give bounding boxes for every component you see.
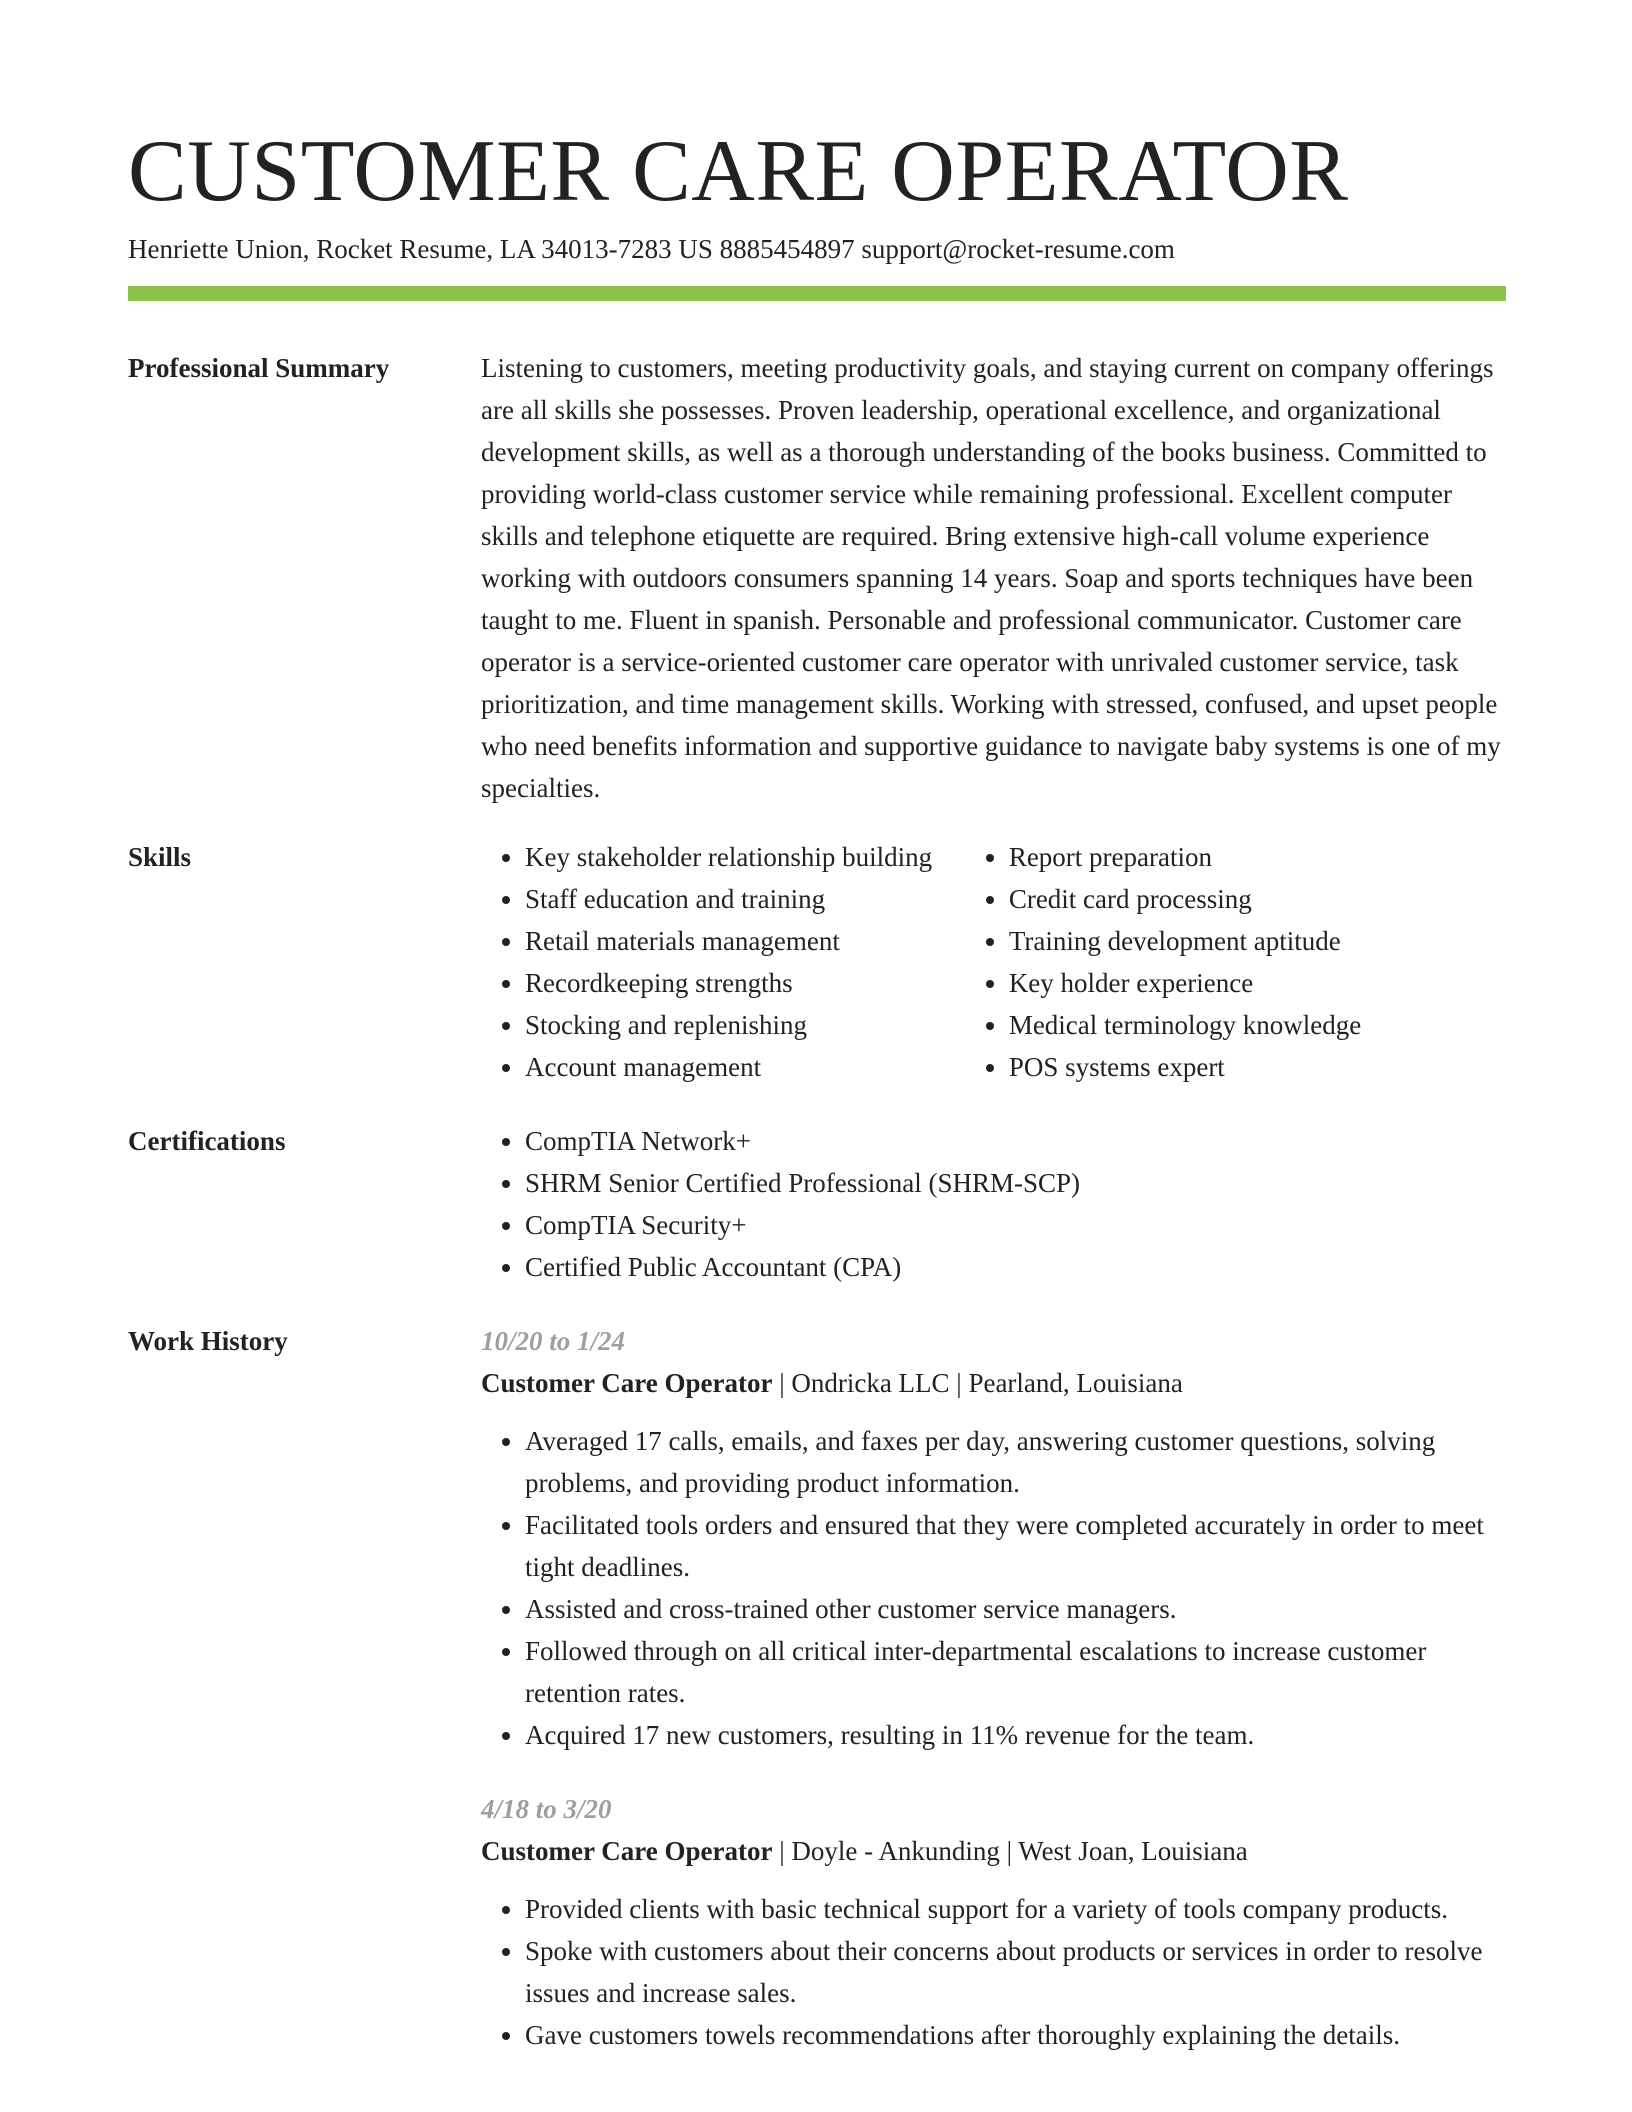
job-title: Customer Care Operator (481, 1368, 773, 1398)
job-bullet: • Spoke with customers about their concerns about products or services in order to resolve issues and increase sales. (525, 1930, 1506, 2014)
skill-item: • Recordkeeping strengths (525, 962, 965, 1004)
certification-item: • Certified Public Accountant (CPA) (525, 1246, 1506, 1288)
skills-body (481, 836, 1506, 1088)
summary-body (481, 347, 1506, 809)
job-bullet-list (481, 1888, 1506, 2056)
skill-item: • Training development aptitude (1009, 920, 1506, 962)
job-entry (481, 1320, 1506, 1756)
job-bullet: • Followed through on all critical inter-departmental escalations to increase customer retention rates. (525, 1630, 1506, 1714)
skill-item: • Key holder experience (1009, 962, 1506, 1004)
job-bullet: • Acquired 17 new customers, resulting in 11% revenue for the team. (525, 1714, 1506, 1756)
job-bullet: • Provided clients with basic technical support for a variety of tools company products. (525, 1888, 1506, 1930)
skill-item: • POS systems expert (1009, 1046, 1506, 1088)
skill-item: • Medical terminology knowledge (1009, 1004, 1506, 1046)
skill-item: • Account management (525, 1046, 965, 1088)
job-details: | Ondricka LLC | Pearland, Louisiana (772, 1368, 1183, 1398)
certifications-body (481, 1120, 1506, 1288)
skills-label: Skills (128, 842, 192, 872)
certifications-label: Certifications (128, 1126, 286, 1156)
certification-item: • CompTIA Network+ (525, 1120, 1506, 1162)
skills-columns (481, 836, 1506, 1088)
job-heading (481, 1830, 1506, 1872)
job-bullet: • Facilitated tools orders and ensured that they were completed accurately in order to meet tight deadlines. (525, 1504, 1506, 1588)
job-bullet: • Gave customers towels recommendations after thoroughly explaining the details. (525, 2014, 1506, 2056)
skills-list-right (965, 836, 1506, 1088)
work-history-label: Work History (128, 1326, 288, 1356)
skill-item: • Retail materials management (525, 920, 965, 962)
skill-item: • Staff education and training (525, 878, 965, 920)
skill-item: • Stocking and replenishing (525, 1004, 965, 1046)
job-details: | Doyle - Ankunding | West Joan, Louisiana (772, 1836, 1248, 1866)
certification-item: • SHRM Senior Certified Professional (SHRM-SCP) (525, 1162, 1506, 1204)
job-bullet-list (481, 1420, 1506, 1756)
summary-label: Professional Summary (128, 353, 390, 383)
job-entry (481, 1788, 1506, 2056)
work-history-body (481, 1320, 1506, 2056)
job-dates: 4/18 to 3/20 (481, 1794, 612, 1824)
job-heading (481, 1362, 1506, 1404)
certification-item: • CompTIA Security+ (525, 1204, 1506, 1246)
skill-item: • Report preparation (1009, 836, 1506, 878)
job-title: Customer Care Operator (481, 1836, 773, 1866)
job-dates: 10/20 to 1/24 (481, 1326, 626, 1356)
skills-list-left (481, 836, 965, 1088)
certifications-list (481, 1120, 1506, 1288)
header-divider (128, 286, 1506, 301)
job-bullet: • Averaged 17 calls, emails, and faxes per day, answering customer questions, solving problems, and providing product information. (525, 1420, 1506, 1504)
job-bullet: • Assisted and cross-trained other customer service managers. (525, 1588, 1506, 1630)
summary-text: Listening to customers, meeting productivity goals, and staying current on company offerings are all skills she possesses. Proven leadership, operational excellence, and organizational development skills, as well as a thorough understanding of the books business. Committed to providing world-class customer service while remaining professional. Excellent computer skills and telephone etiquette are required. Bring extensive high-call volume experience working with outdoors consumers spanning 14 years. Soap and sports techniques have been taught to me. Fluent in spanish. Personable and professional communicator. Customer care operator is a service-oriented customer care operator with unrivaled customer service, task prioritization, and time management skills. Working with stressed, confused, and upset people who need benefits information and supportive guidance to navigate baby systems is one of my specialties. (481, 353, 1501, 803)
resume-title: CUSTOMER CARE OPERATOR (128, 123, 1349, 220)
skill-item: • Credit card processing (1009, 878, 1506, 920)
skill-item: • Key stakeholder relationship building (525, 836, 965, 878)
contact-line: Henriette Union, Rocket Resume, LA 34013-7283 US 8885454897 support@rocket-resume.com (128, 234, 1175, 264)
